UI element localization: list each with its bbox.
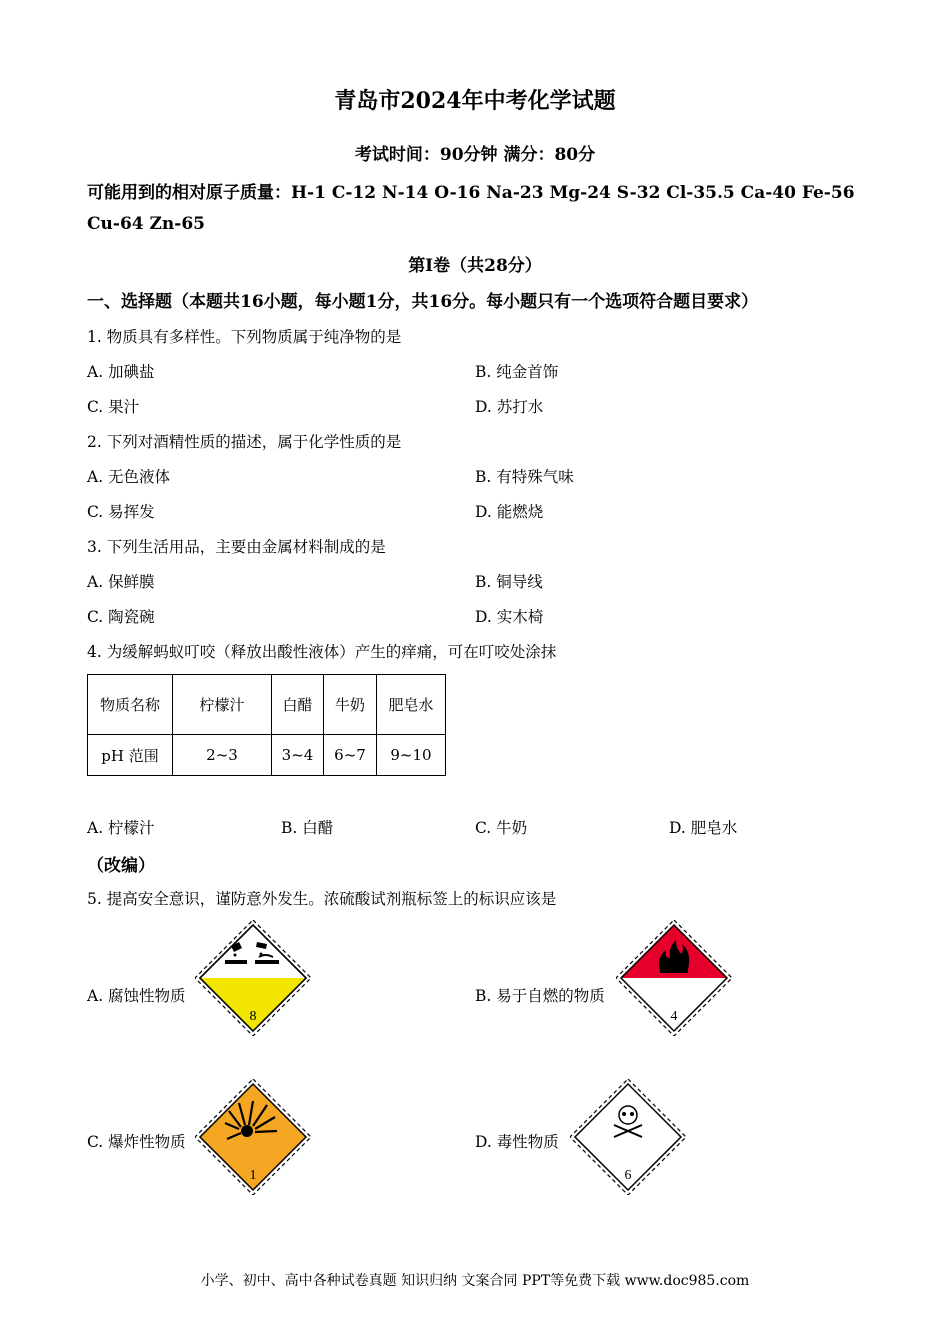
q4-option-b: B. 白醋 [281,819,334,837]
q5-option-c: C. 爆炸性物质 [87,1133,186,1151]
table-cell: 柠檬汁 [173,675,272,735]
corrosive-hazard-icon [195,920,311,1036]
table-cell: 9~10 [377,735,446,776]
q4-option-d: D. 肥皂水 [669,819,738,837]
page-footer: 小学、初中、高中各种试卷真题 知识归纳 文案合同 PPT等免费下载 www.doc985.com [200,1273,750,1289]
table-cell: 肥皂水 [377,675,446,735]
table-cell: 3~4 [272,735,324,776]
q1-option-c: C. 果汁 [87,398,140,416]
table-cell: 白醋 [272,675,324,735]
q3-option-c: C. 陶瓷碗 [87,608,155,626]
section-title: 第Ⅰ卷（共28分） [408,256,542,276]
q3-option-a: A. 保鲜膜 [87,573,155,591]
q4-option-a: A. 柠檬汁 [87,819,155,837]
question-4-stem: 4. 为缓解蚂蚁叮咬（释放出酸性液体）产生的痒痛，可在叮咬处涂抹 [87,643,557,661]
question-5-stem: 5. 提高安全意识，谨防意外发生。浓硫酸试剂瓶标签上的标识应该是 [87,890,557,908]
explosive-hazard-icon [195,1079,311,1195]
q4-option-c: C. 牛奶 [475,819,528,837]
table-cell: 2~3 [173,735,272,776]
q1-option-b: B. 纯金首饰 [475,363,559,381]
atomic-mass-line-2: Cu-64 Zn-65 [87,214,206,234]
question-3-stem: 3. 下列生活用品，主要由金属材料制成的是 [87,538,386,556]
ph-table [87,674,446,776]
sign-class-number: 4 [670,1009,678,1024]
sign-class-number: 6 [624,1168,632,1183]
table-cell: 牛奶 [324,675,377,735]
question-2-stem: 2. 下列对酒精性质的描述，属于化学性质的是 [87,433,402,451]
page-title: 青岛市2024年中考化学试题 [334,88,616,114]
sign-class-number: 1 [249,1168,257,1183]
q5-option-a: A. 腐蚀性物质 [87,987,186,1005]
table-cell: pH 范围 [88,735,173,776]
q2-option-b: B. 有特殊气味 [475,468,574,486]
exam-info: 考试时间：90分钟 满分：80分 [354,145,596,165]
toxic-hazard-icon [570,1079,686,1195]
sign-class-number: 8 [249,1009,257,1024]
adapted-note: （改编） [87,856,155,876]
part-heading: 一、选择题（本题共16小题，每小题1分，共16分。每小题只有一个选项符合题目要求） [87,292,759,312]
q3-option-d: D. 实木椅 [475,608,544,626]
q2-option-a: A. 无色液体 [87,468,171,486]
table-cell: 物质名称 [88,675,173,735]
atomic-mass-line-1: 可能用到的相对原子质量：H-1 C-12 N-14 O-16 Na-23 Mg-24 S-32 Cl-35.5 Ca-40 Fe-56 [87,183,855,203]
spontaneous-combustion-hazard-icon [616,920,732,1036]
q1-option-d: D. 苏打水 [475,398,544,416]
q5-option-b: B. 易于自燃的物质 [475,987,605,1005]
table-cell: 6~7 [324,735,377,776]
q2-option-d: D. 能燃烧 [475,503,544,521]
q5-option-d: D. 毒性物质 [475,1133,559,1151]
q1-option-a: A. 加碘盐 [87,363,155,381]
q3-option-b: B. 铜导线 [475,573,543,591]
q2-option-c: C. 易挥发 [87,503,155,521]
question-1-stem: 1. 物质具有多样性。下列物质属于纯净物的是 [87,328,402,346]
